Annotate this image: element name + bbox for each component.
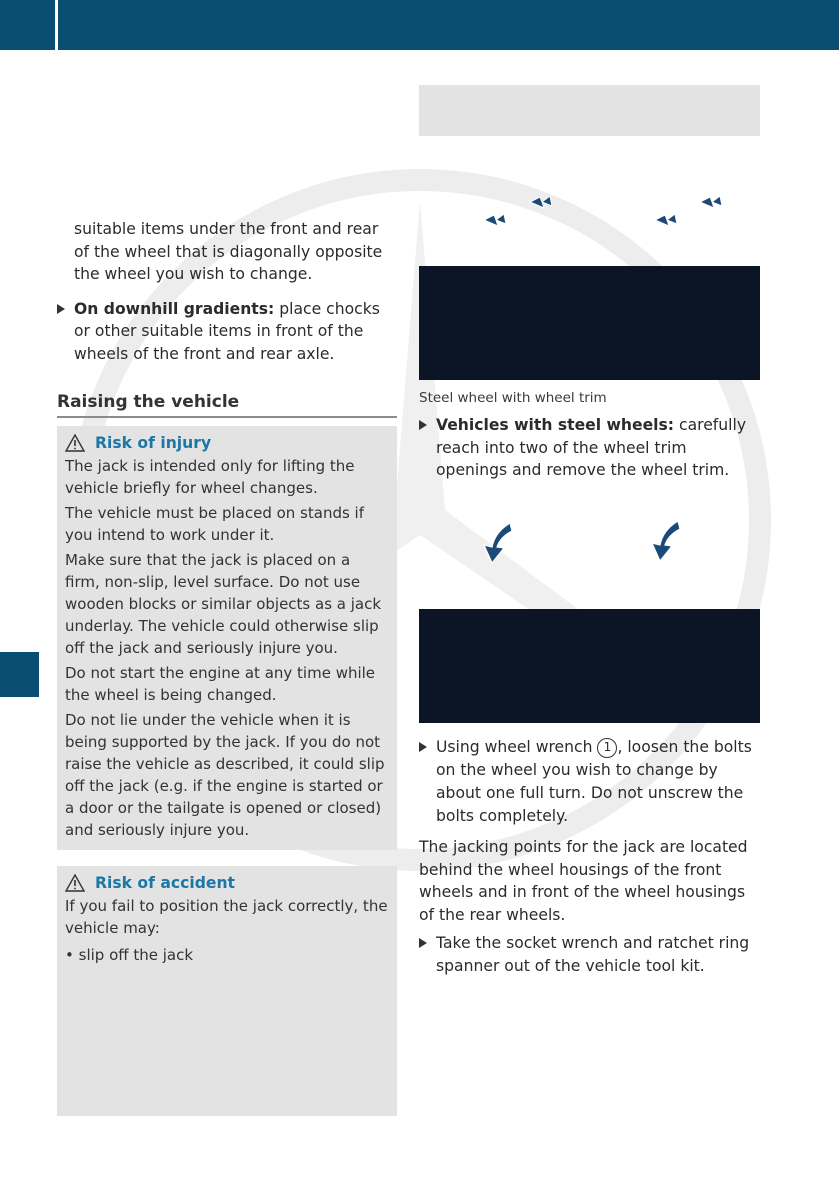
downhill-label: On downhill gradients: xyxy=(74,299,275,318)
injury-paragraph-1: The jack is intended only for lifting the vehicle briefly for wheel changes. xyxy=(65,457,355,497)
steel-wheels-label: Vehicles with steel wheels: xyxy=(436,416,675,434)
header-divider xyxy=(55,0,58,50)
wrench-callout-number: 1 xyxy=(597,738,617,758)
downhill-text: place chocks or other suitable items in front of the wheels of the front and rear axle. xyxy=(74,299,380,363)
wheel-trim-photo xyxy=(419,266,760,380)
curved-arrows-figure xyxy=(470,515,690,575)
warning-triangle-icon xyxy=(65,874,85,892)
injury-warning-title xyxy=(65,434,389,452)
step-arrow-icon xyxy=(57,304,65,314)
page-header-bar xyxy=(0,0,839,50)
injury-paragraph-4: Do not start the engine at any time while the wheel is being changed. xyxy=(65,664,376,704)
curved-arrow-icon-2 xyxy=(652,521,680,561)
direction-arrows-figure xyxy=(470,190,740,240)
accident-warning-title-text: Risk of accident xyxy=(95,874,236,892)
accident-warning-title xyxy=(65,874,389,892)
injury-paragraph-3: Make sure that the jack is placed on a firm, non-slip, level surface. Do not use wooden blocks or similar objects as a jack underlay. The vehicle could otherwise slip off the jack and seriously injure you. xyxy=(65,551,382,657)
section-heading: Raising the vehicle xyxy=(57,392,397,418)
steel-wheels-text: carefully reach into two of the wheel trim openings and remove the wheel trim. xyxy=(436,416,747,479)
wheel-bolts-photo xyxy=(419,609,760,723)
arrow-icon-4 xyxy=(700,196,722,208)
injury-paragraph-2: The vehicle must be placed on stands if you intend to work under it. xyxy=(65,504,365,544)
step-arrow-icon xyxy=(419,420,427,430)
right-column-block-1 xyxy=(419,390,760,482)
chapter-side-tab xyxy=(0,652,39,697)
arrow-icon-1 xyxy=(484,214,506,226)
injury-warning-title-text: Risk of injury xyxy=(95,434,212,452)
accident-bullet-text: slip off the jack xyxy=(78,946,194,964)
intro-continuation: suitable items under the front and rear of the wheel that is diagonally opposite the wheel you wish to change. xyxy=(74,220,383,283)
arrow-icon-3 xyxy=(655,214,677,226)
curved-arrow-icon-1 xyxy=(484,523,512,563)
bullet-dot: • xyxy=(65,946,79,964)
wrench-step-after: , loosen the bolts on the wheel you wish to change by about one full turn. Do not unscrew the bolts completely. xyxy=(436,738,752,825)
wrench-step xyxy=(419,736,760,828)
arrow-icon-2 xyxy=(530,196,552,208)
steel-wheels-step xyxy=(419,414,760,482)
injury-paragraph-5: Do not lie under the vehicle when it is being supported by the jack. If you do not raise the vehicle as described, it could slip off the jack (e.g. if the engine is started or a door or the tailgate is opened or closed) and seriously injure you. xyxy=(65,711,385,839)
downhill-step xyxy=(57,298,397,366)
step-arrow-icon xyxy=(419,938,427,948)
step-arrow-icon xyxy=(419,742,427,752)
accident-intro: If you fail to position the jack correctly, the vehicle may: xyxy=(65,897,388,937)
warning-triangle-icon xyxy=(65,434,85,452)
right-top-grey-bar xyxy=(419,85,760,136)
right-column-block-2 xyxy=(419,736,760,977)
figure-caption: Steel wheel with wheel trim xyxy=(419,390,607,406)
wrench-step-before: Using wheel wrench xyxy=(436,738,598,756)
accident-bullet xyxy=(65,944,389,966)
accident-warning-box xyxy=(57,866,397,1116)
injury-warning-box xyxy=(57,426,397,850)
socket-step-text: Take the socket wrench and ratchet ring spanner out of the vehicle tool kit. xyxy=(436,934,750,975)
jacking-points-text: The jacking points for the jack are located behind the wheel housings of the front wheels and in front of the wheel housings of the rear wheels. xyxy=(419,838,748,924)
socket-step xyxy=(419,932,760,977)
left-column xyxy=(57,218,397,1116)
